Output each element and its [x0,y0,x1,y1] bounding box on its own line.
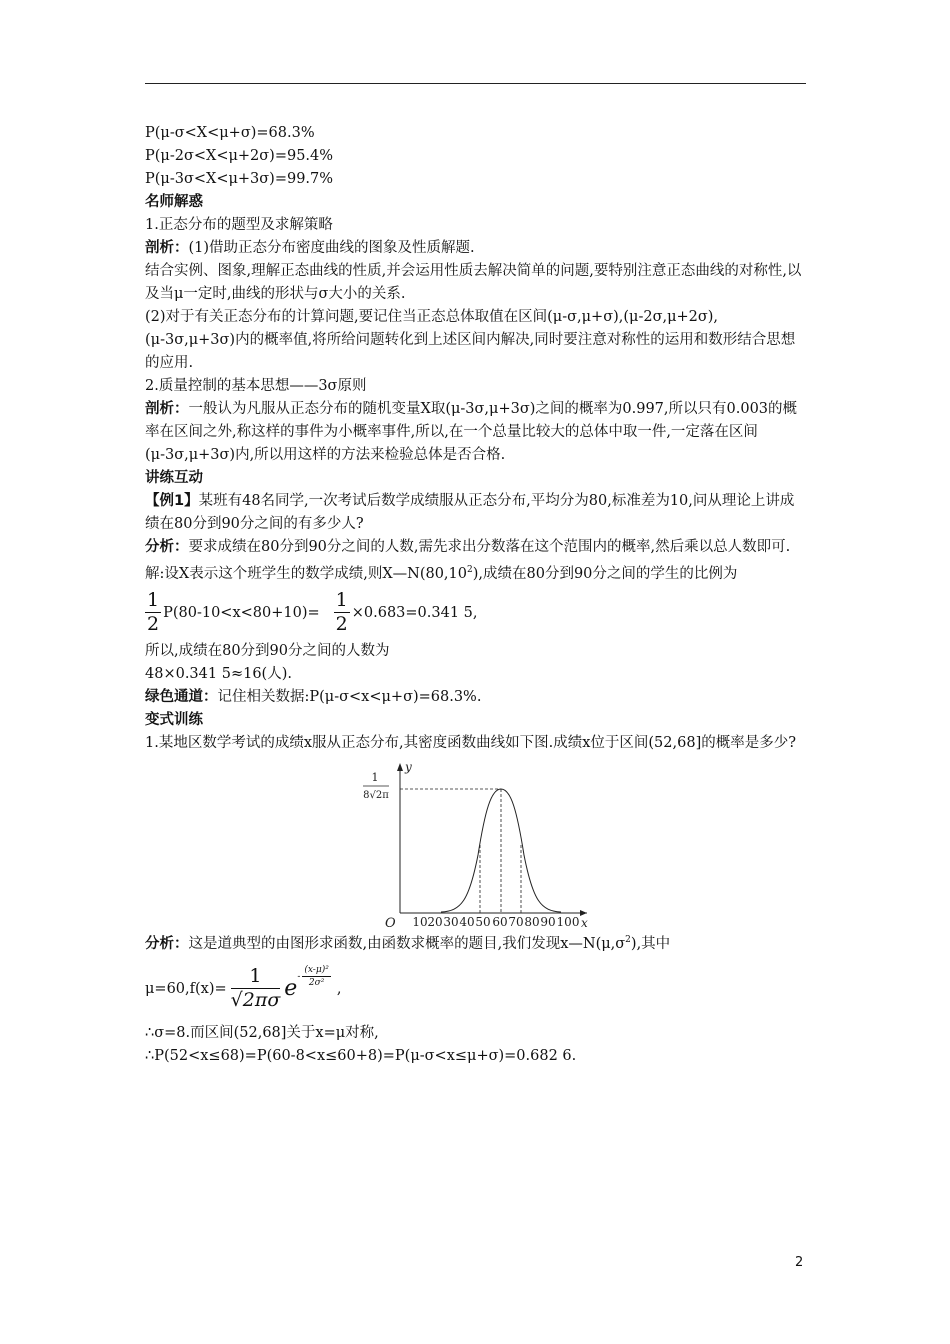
analysis-label: 分析： [145,539,189,555]
frac-den: 2 [335,613,348,636]
exp-den: 2σ² [308,977,325,988]
count-line: 48×0.341 5≈16(人). [145,665,292,682]
formula-95: P(μ-2σ<X<μ+2σ)=95.4% [145,148,334,164]
peak-den: 8√2π [363,789,389,801]
fraction-half-2 [334,591,350,634]
analysis-text-a: 这是道典型的由图形求函数,由函数求概率的题目,我们发现x—N(μ,σ [188,935,626,952]
exp-fraction [302,966,330,988]
variant-analysis [145,929,807,956]
formula-tail: , [336,980,342,997]
example-1 [145,490,807,536]
therefore-1: ∴σ=8.而区间(52,68]关于x=μ对称, [145,1024,379,1041]
x-tick-80: 80 [524,914,540,927]
frac-num: 1 [147,589,160,612]
x-tick-20: 20 [427,914,443,927]
analysis-sup: 2 [625,934,631,945]
solution [145,559,807,586]
x-tick-60: 60 [492,914,508,927]
so-line: 所以,成绩在80分到90分之间的人数为 [145,642,390,659]
exp-num: (x-μ)² [304,964,329,975]
mu-line: μ=60,f(x)= [145,980,227,997]
x-tick-10: 10 [412,914,428,927]
formula-99: P(μ-3σ<X<μ+3σ)=99.7% [145,171,334,187]
exp-sign: - [297,971,301,982]
heading-mingshi: 名师解惑 [145,194,203,210]
density-fraction [231,967,281,1010]
analysis-2 [145,398,807,467]
y-axis-label: y [405,760,412,774]
green-channel [145,686,807,709]
formula-68: P(μ-σ<X<μ+σ)=68.3% [145,125,315,141]
analysis-text: 一般认为凡服从正态分布的随机变量X取(μ-3σ,μ+3σ)之间的概率为0.997,所以只有0.003的概率在区间之外,称这样的事件为小概率事件,所以,在一个总量比较大的总体中取一件,一定落在区间(μ-3σ,μ+3σ)内,所以用这样的方法来检验总体是否合格. [145,401,798,463]
analysis-label: 剖析： [145,240,189,256]
question-1: 1.某地区数学考试的成绩x服从正态分布,其密度函数曲线如下图.成绩x位于区间(52,68]的概率是多少? [145,734,797,751]
density-formula [145,956,807,1022]
density-den: √2πσ [230,989,281,1012]
calc-end: ×0.683=0.341 5, [351,604,478,621]
header-rule [145,83,806,84]
exponent [297,966,333,988]
content [145,122,807,1068]
calc-mid: P(80-10<x<80+10)= [163,604,320,621]
frac-den: 2 [147,613,160,636]
page-number: 2 [795,1255,804,1270]
green-label: 绿色通道： [145,688,218,705]
paragraph-3: (2)对于有关正态分布的计算问题,要记住当正态总体取值在区间(μ-σ,μ+σ),(μ-2σ,μ+2σ),(μ-3σ,μ+3σ)内的概率值,将所给问题转化到上述区间内解决,同时要注意对称性的运用和数形结合思想的应用. [145,309,796,371]
example-label: 【例1】 [145,493,199,509]
example-text: 某班有48名同学,一次考试后数学成绩服从正态分布,平均分为80,标准差为10,问从理论上讲成绩在80分到90分之间的有多少人? [145,493,795,532]
x-tick-50: 50 [475,914,491,927]
x-axis-label: x [581,915,588,927]
x-tick-40: 40 [459,914,475,927]
x-tick-100: 100 [556,914,580,927]
y-axis-arrow [397,763,403,771]
euler-e: e [284,976,298,1002]
x-tick-30: 30 [443,914,459,927]
calc-line [145,586,807,640]
analysis-text: (1)借助正态分布密度曲线的图象及性质解题. [188,240,475,256]
paragraph-2: 结合实例、图象,理解正态曲线的性质,并会运用性质去解决简单的问题,要特别注意正态曲线的对称性,以及当μ一定时,曲线的形状与σ大小的关系. [145,263,802,302]
analysis-label: 剖析： [145,401,189,417]
analysis-text-b: ),其中 [630,935,671,952]
item-1: 1.正态分布的题型及求解策略 [145,217,333,233]
item-2: 2.质量控制的基本思想——3σ原则 [145,378,367,394]
x-tick-90: 90 [540,914,556,927]
solution-sup: 2 [467,565,473,575]
example-analysis [145,536,807,559]
solution-text-b: ),成绩在80分到90分之间的学生的比例为 [472,565,738,582]
analysis-text: 要求成绩在80分到90分之间的人数,需先求出分数落在这个范围内的概率,然后乘以总人数即可. [188,539,791,555]
analysis-1 [145,237,807,260]
therefore-2: ∴P(52<x≤68)=P(60-8<x≤60+8)=P(μ-σ<x≤μ+σ)=0.682 6. [145,1047,577,1064]
solution-text-a: 解:设X表示这个班学生的数学成绩,则X—N(80,10 [145,565,467,582]
heading-jianglian: 讲练互动 [145,470,203,486]
green-text: 记住相关数据:P(μ-σ<x<μ+σ)=68.3%. [217,688,482,705]
density-curve-graph [145,761,807,927]
heading-bianshi: 变式训练 [145,711,203,728]
peak-num: 1 [371,770,379,784]
density-figure [145,761,807,927]
frac-num: 1 [335,589,348,612]
fraction-half [145,591,161,634]
analysis-label: 分析： [145,935,189,952]
density-num: 1 [231,967,281,989]
origin-label: O [385,915,396,927]
x-tick-70: 70 [508,914,524,927]
